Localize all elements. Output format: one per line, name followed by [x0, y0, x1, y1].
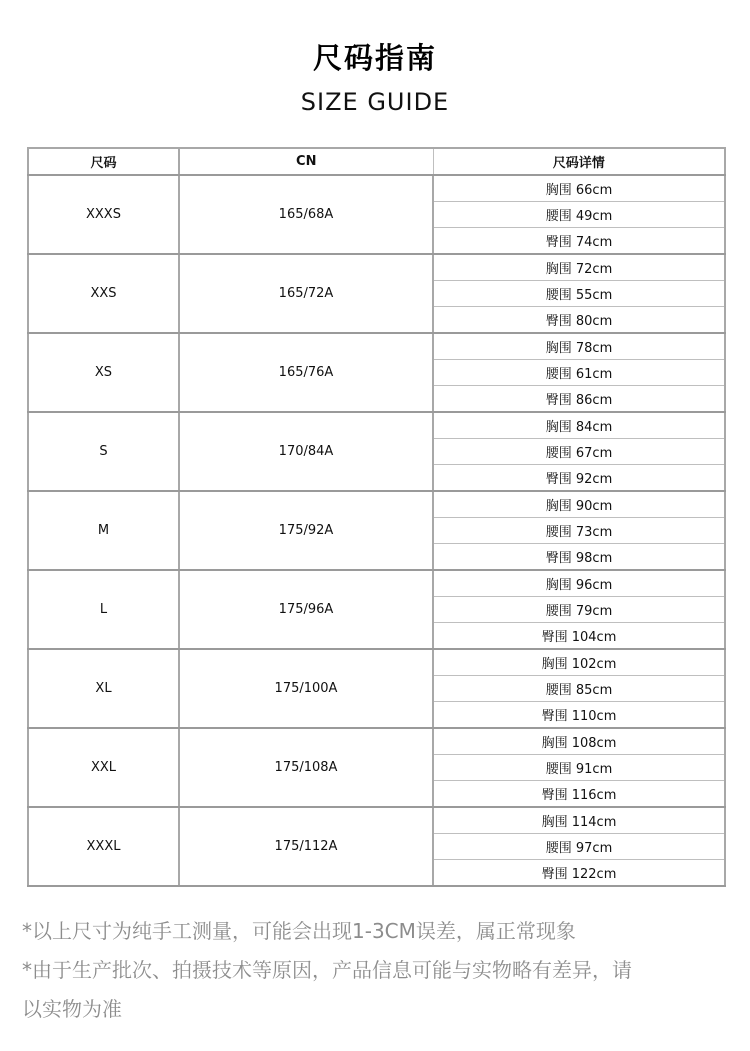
table-header-row [28, 148, 725, 175]
detail-hip: 臀围 110cm [433, 702, 725, 729]
header-cn: CN [179, 148, 433, 175]
cn-cell: 175/100A [179, 649, 433, 728]
cn-cell: 175/96A [179, 570, 433, 649]
detail-waist: 腰围 85cm [433, 676, 725, 702]
table-row [28, 254, 725, 281]
detail-chest: 胸围 114cm [433, 807, 725, 834]
detail-hip: 臀围 74cm [433, 228, 725, 255]
detail-waist: 腰围 79cm [433, 597, 725, 623]
note-product-difference: *由于生产批次、拍摄技术等原因，产品信息可能与实物略有差异，请 [22, 958, 632, 982]
table-row [28, 175, 725, 202]
note-product-difference-cont: 以实物为准 [22, 997, 122, 1021]
cn-cell: 175/108A [179, 728, 433, 807]
note-measurement-error: *以上尺寸为纯手工测量，可能会出现1-3CM误差，属正常现象 [22, 919, 576, 943]
detail-waist: 腰围 73cm [433, 518, 725, 544]
header-size: 尺码 [28, 148, 179, 175]
size-cell: XXXS [28, 175, 179, 254]
header-details: 尺码详情 [433, 148, 725, 175]
detail-chest: 胸围 72cm [433, 254, 725, 281]
table-row [28, 649, 725, 676]
detail-chest: 胸围 84cm [433, 412, 725, 439]
detail-hip: 臀围 92cm [433, 465, 725, 492]
size-cell: XS [28, 333, 179, 412]
detail-chest: 胸围 78cm [433, 333, 725, 360]
detail-waist: 腰围 97cm [433, 834, 725, 860]
detail-waist: 腰围 61cm [433, 360, 725, 386]
detail-chest: 胸围 90cm [433, 491, 725, 518]
detail-hip: 臀围 86cm [433, 386, 725, 413]
detail-chest: 胸围 102cm [433, 649, 725, 676]
detail-hip: 臀围 80cm [433, 307, 725, 334]
detail-waist: 腰围 67cm [433, 439, 725, 465]
size-cell: L [28, 570, 179, 649]
detail-hip: 臀围 98cm [433, 544, 725, 571]
detail-hip: 臀围 122cm [433, 860, 725, 887]
page-title: 尺码指南 [312, 41, 437, 75]
size-guide-table [27, 147, 726, 887]
detail-waist: 腰围 91cm [433, 755, 725, 781]
detail-chest: 胸围 108cm [433, 728, 725, 755]
table-row [28, 807, 725, 834]
size-cell: M [28, 491, 179, 570]
cn-cell: 165/68A [179, 175, 433, 254]
size-cell: XXXL [28, 807, 179, 886]
cn-cell: 165/76A [179, 333, 433, 412]
size-cell: S [28, 412, 179, 491]
table-row [28, 412, 725, 439]
size-cell: XXS [28, 254, 179, 333]
detail-chest: 胸围 66cm [433, 175, 725, 202]
table-row [28, 333, 725, 360]
cn-cell: 175/92A [179, 491, 433, 570]
detail-hip: 臀围 116cm [433, 781, 725, 808]
disclaimer-notes [22, 912, 728, 1029]
detail-hip: 臀围 104cm [433, 623, 725, 650]
detail-waist: 腰围 55cm [433, 281, 725, 307]
page-subtitle: SIZE GUIDE [300, 88, 450, 116]
detail-waist: 腰围 49cm [433, 202, 725, 228]
size-cell: XXL [28, 728, 179, 807]
cn-cell: 165/72A [179, 254, 433, 333]
cn-cell: 170/84A [179, 412, 433, 491]
detail-chest: 胸围 96cm [433, 570, 725, 597]
cn-cell: 175/112A [179, 807, 433, 886]
table-row [28, 728, 725, 755]
size-cell: XL [28, 649, 179, 728]
table-row [28, 570, 725, 597]
table-row [28, 491, 725, 518]
